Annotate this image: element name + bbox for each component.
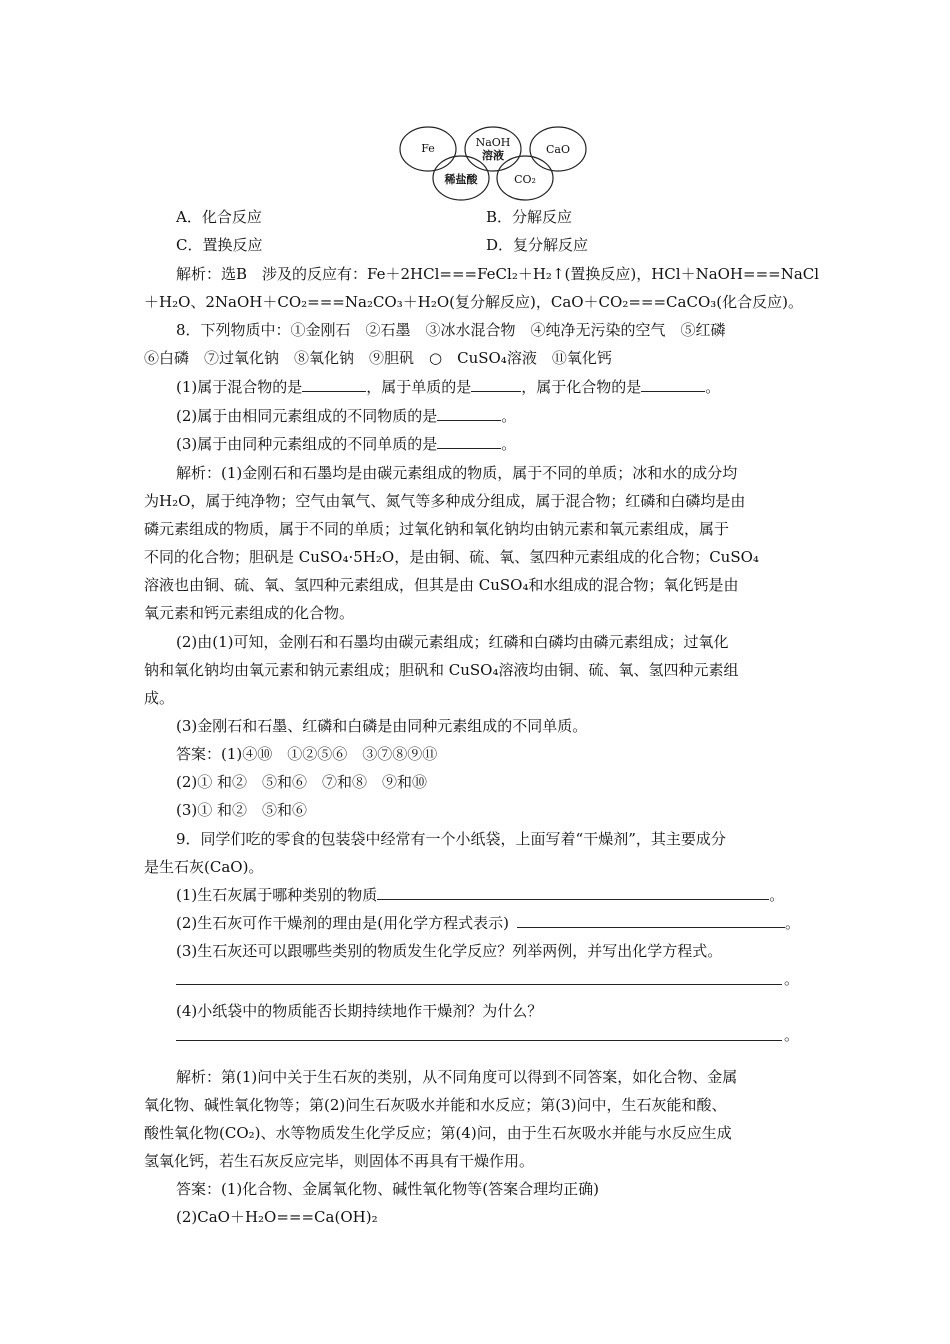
- analysis8-line3: 磷元素组成的物质，属于不同的单质；过氧化钠和氧化钠均由钠元素和氧元素组成，属于: [144, 520, 730, 538]
- label-naoh-solution: 溶液: [482, 149, 504, 162]
- answer-line-end: 。: [784, 1026, 800, 1044]
- analysis7-line1: 解析：选B 涉及的反应有：Fe＋2HCl===FeCl₂＋H₂↑(置换反应)，HCl＋NaOH===NaCl: [176, 265, 820, 283]
- label-hcl: 稀盐酸: [444, 173, 478, 186]
- analysis8-line1: 解析：(1)金刚石和石墨均是由碳元素组成的物质，属于不同的单质；冰和水的成分均: [176, 464, 738, 482]
- answer-blank[interactable]: [302, 377, 366, 392]
- answer9-line1: 答案：(1)化合物、金属氧化物、碱性氧化物等(答案合理均正确): [176, 1180, 599, 1198]
- analysis8-line10: (3)金刚石和石墨、红磷和白磷是由同种元素组成的不同单质。: [176, 717, 588, 735]
- question9-part1: (1)生石灰属于哪种类别的物质 。: [176, 886, 785, 904]
- analysis7-line2: ＋H₂O、2NaOH＋CO₂===Na₂CO₃＋H₂O(复分解反应)，CaO＋CO₂===CaCO₃(化合反应)。: [144, 293, 803, 311]
- question8-line1: 8．下列物质中：①金刚石 ②石墨 ③冰水混合物 ④纯净无污染的空气 ⑤红磷: [176, 321, 726, 339]
- reaction-circles-diagram: [398, 124, 588, 202]
- answer-line-end: 。: [784, 970, 800, 988]
- question8-part2: (2)属于由相同元素组成的不同物质的是 。: [176, 407, 517, 425]
- answer8-line2: (2)① 和② ⑤和⑥ ⑦和⑧ ⑨和⑩: [176, 773, 428, 791]
- question8-part1: (1)属于混合物的是 ，属于单质的是 ，属于化合物的是 。: [176, 378, 721, 396]
- analysis9-line4: 氢氧化钙，若生石灰反应完毕，则固体不再具有干燥作用。: [144, 1152, 535, 1170]
- answer-blank[interactable]: [437, 406, 501, 421]
- option-d: D．复分解反应: [486, 236, 589, 254]
- analysis8-line7: (2)由(1)可知，金刚石和石墨均由碳元素组成；红磷和白磷均由磷元素组成；过氧化: [176, 633, 729, 651]
- analysis8-line9: 成。: [144, 689, 175, 707]
- analysis8-line5: 溶液也由铜、硫、氧、氢四种元素组成，但其是由 CuSO₄和水组成的混合物；氧化钙是由: [144, 576, 739, 594]
- answer-blank[interactable]: [641, 377, 705, 392]
- option-b: B．分解反应: [486, 208, 573, 226]
- answer-blank[interactable]: [517, 913, 785, 928]
- analysis8-line6: 氧元素和钙元素组成的化合物。: [144, 604, 355, 622]
- answer9-line2: (2)CaO＋H₂O===Ca(OH)₂: [176, 1208, 378, 1226]
- answer-line[interactable]: [176, 1040, 782, 1041]
- answer-blank[interactable]: [471, 377, 521, 392]
- answer8-line3: (3)① 和② ⑤和⑥: [176, 801, 308, 819]
- option-a: A．化合反应: [176, 208, 262, 226]
- analysis8-line8: 钠和氧化钠均由氧元素和钠元素组成；胆矾和 CuSO₄溶液均由铜、硫、氧、氢四种元素组: [144, 661, 739, 679]
- analysis9-line2: 氧化物、碱性氧化物等；第(2)问生石灰吸水并能和水反应；第(3)问中，生石灰能和酸、: [144, 1096, 727, 1114]
- question9-line2: 是生石灰(CaO)。: [144, 858, 264, 876]
- question8-part3: (3)属于由同种元素组成的不同单质的是 。: [176, 435, 517, 453]
- analysis8-line2: 为H₂O，属于纯净物；空气由氧气、氮气等多种成分组成，属于混合物；红磷和白磷均是由: [144, 492, 746, 510]
- label-naoh: NaOH: [475, 136, 511, 149]
- option-c: C．置换反应: [176, 236, 263, 254]
- question9-part4: (4)小纸袋中的物质能否长期持续地作干燥剂？为什么？: [176, 1002, 543, 1020]
- question9-line1: 9．同学们吃的零食的包装袋中经常有一个小纸袋，上面写着“干燥剂”，其主要成分: [176, 830, 726, 848]
- answer-blank[interactable]: [377, 885, 769, 900]
- analysis9-line3: 酸性氧化物(CO₂)、水等物质发生化学反应；第(4)问，由于生石灰吸水并能与水反应生成: [144, 1124, 732, 1142]
- analysis9-line1: 解析：第(1)问中关于生石灰的类别，从不同角度可以得到不同答案，如化合物、金属: [176, 1068, 738, 1086]
- question9-part2: (2)生石灰可作干燥剂的理由是(用化学方程式表示) 。: [176, 914, 800, 932]
- label-co2: CO₂: [514, 173, 536, 186]
- analysis8-line4: 不同的化合物；胆矾是 CuSO₄·5H₂O，是由铜、硫、氧、氢四种元素组成的化合物；CuSO₄: [144, 548, 759, 566]
- answer8-line1: 答案：(1)④⑩ ①②⑤⑥ ③⑦⑧⑨⑪: [176, 745, 438, 763]
- label-fe: Fe: [421, 142, 435, 155]
- answer-line[interactable]: [176, 984, 782, 985]
- label-cao: CaO: [546, 143, 570, 156]
- answer-blank[interactable]: [437, 434, 501, 449]
- question9-part3: (3)生石灰还可以跟哪些类别的物质发生化学反应？列举两例，并写出化学方程式。: [176, 942, 723, 960]
- question8-line2: ⑥白磷 ⑦过氧化钠 ⑧氧化钠 ⑨胆矾 ○ CuSO₄溶液 ⑪氧化钙: [144, 349, 612, 367]
